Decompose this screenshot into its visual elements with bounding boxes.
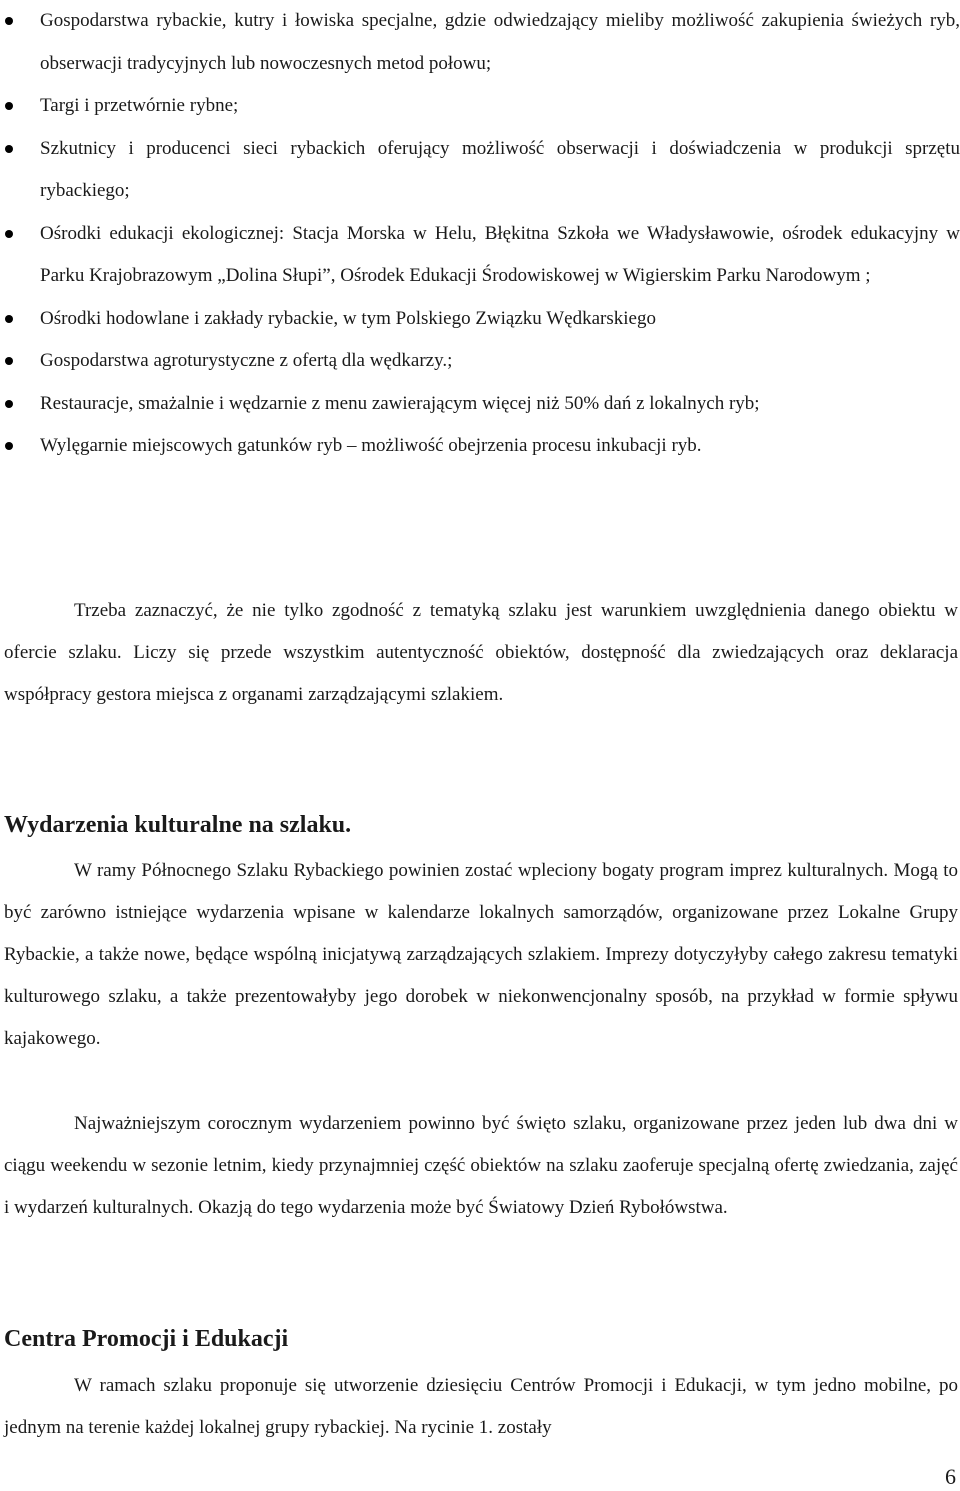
events-paragraph-1: W ramy Północnego Szlaku Rybackiego powinien zostać wpleciony bogaty program imprez kulturalnych. Mogą to być zarówno istniejące wydarzenia wpisane w kalendarze lokalnych samorządów, organizowane przez Lokalne Grupy Rybackie, a także nowe, będące wspólną inicjatywą zarządzających szlakiem. Imprezy dotyczyłyby całego zakresu tematyki kulturowego szlaku, a także prezentowałyby jego dorobek w niekonwencjonalny sposób, na przykład w formie spływu kajakowego.	[4, 860, 958, 1049]
list-item: Restauracje, smażalnie i wędzarnie z menu zawierającym więcej niż 50% dań z lokalnych ryb;	[0, 383, 960, 426]
criteria-paragraph: Trzeba zaznaczyć, że nie tylko zgodność z tematyką szlaku jest warunkiem uwzględnienia danego obiektu w ofercie szlaku. Liczy się przede wszystkim autentyczność obiektów, dostępność dla zwiedzających oraz deklaracja współpracy gestora miejsca z organami zarządzającymi szlakiem.	[4, 600, 958, 705]
centers-paragraph-1: W ramach szlaku proponuje się utworzenie dziesięciu Centrów Promocji i Edukacji, w tym jedno mobilne, po jednym na terenie każdej lokalnej grupy rybackiej. Na rycinie 1. zostały	[4, 1375, 958, 1438]
attraction-bullet-list	[0, 0, 960, 468]
events-paragraph-2: Najważniejszym corocznym wydarzeniem powinno być święto szlaku, organizowane przez jeden lub dwa dni w ciągu weekendu w sezonie letnim, kiedy przynajmniej część obiektów na szlaku zaoferuje specjalną ofertę zwiedzania, zajęć i wydarzeń kulturalnych. Okazją do tego wydarzenia może być Światowy Dzień Rybołówstwa.	[4, 1113, 958, 1218]
list-item: Gospodarstwa rybackie, kutry i łowiska specjalne, gdzie odwiedzający mieliby możliwość zakupienia świeżych ryb, obserwacji tradycyjnych lub nowoczesnych metod połowu;	[0, 0, 960, 85]
list-item: Wylęgarnie miejscowych gatunków ryb – możliwość obejrzenia procesu inkubacji ryb.	[0, 425, 960, 468]
list-item: Ośrodki hodowlane i zakłady rybackie, w tym Polskiego Związku Wędkarskiego	[0, 298, 960, 341]
list-item: Szkutnicy i producenci sieci rybackich oferujący możliwość obserwacji i doświadczenia w produkcji sprzętu rybackiego;	[0, 128, 960, 213]
list-item: Ośrodki edukacji ekologicznej: Stacja Morska w Helu, Błękitna Szkoła we Władysławowie, ośrodek edukacyjny w Parku Krajobrazowym „Dolina Słupi”, Ośrodek Edukacji Środowiskowej w Wigierskim Parku Narodowym ;	[0, 213, 960, 298]
list-item: Targi i przetwórnie rybne;	[0, 85, 960, 128]
section-heading-centers: Centra Promocji i Edukacji	[4, 1326, 289, 1352]
list-item: Gospodarstwa agroturystyczne z ofertą dla wędkarzy.;	[0, 340, 960, 383]
section-heading-events: Wydarzenia kulturalne na szlaku.	[4, 812, 352, 838]
page-number: 6	[945, 1464, 956, 1489]
